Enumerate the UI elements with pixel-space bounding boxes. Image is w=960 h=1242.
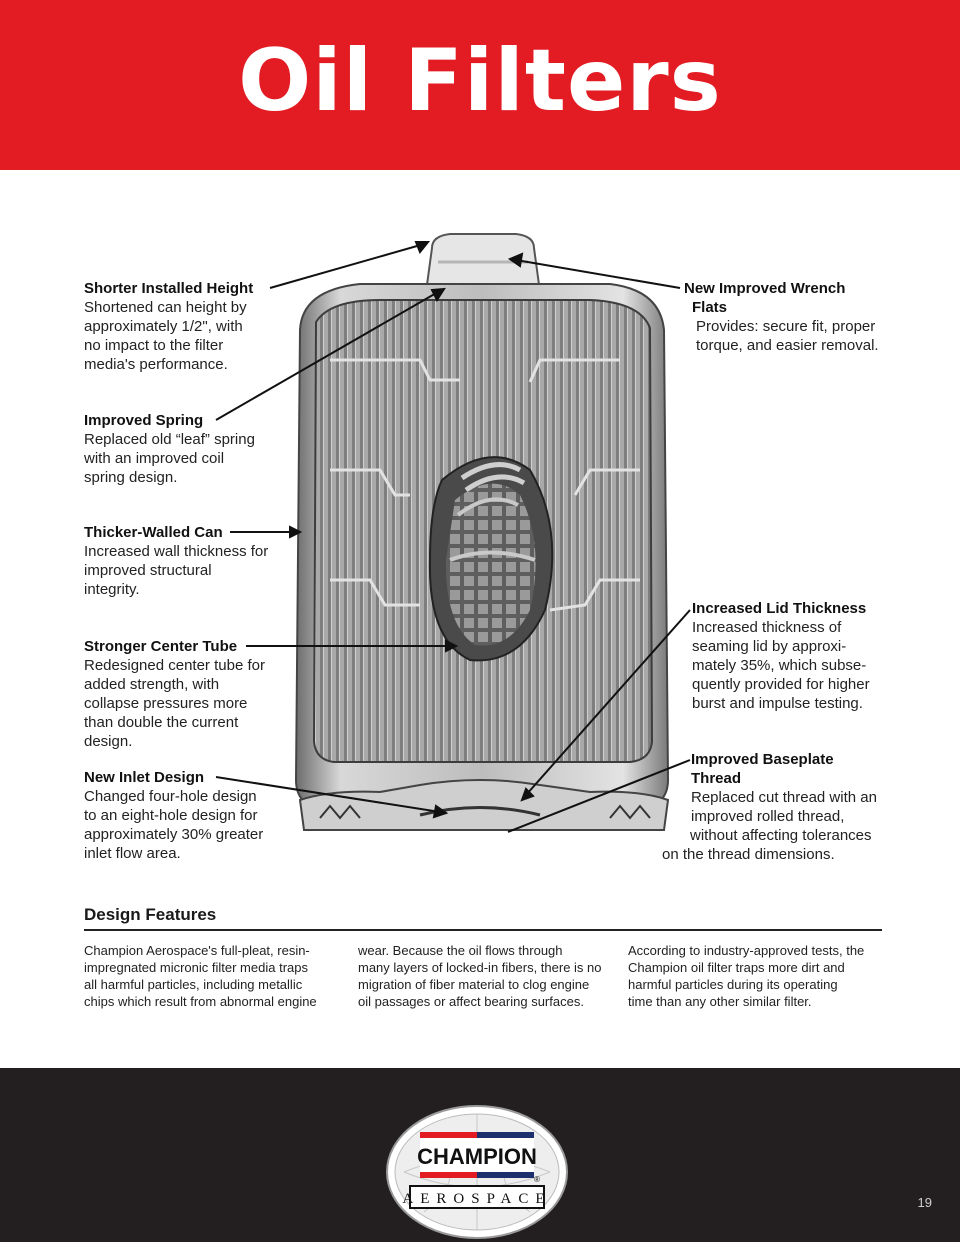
callout-desc-line: Provides: secure fit, proper — [696, 318, 876, 335]
callout-desc-line: torque, and easier removal. — [696, 337, 879, 354]
paragraph-line: Champion Aerospace's full-pleat, resin- — [84, 943, 310, 958]
paragraph-line: According to industry-approved tests, the — [628, 943, 865, 958]
logo-subtitle: AEROSPACE — [402, 1191, 552, 1207]
callout-inlet-design — [84, 768, 263, 863]
callout-desc-line: Redesigned center tube for — [84, 657, 265, 674]
callout-desc-line: approximately 30% greater — [84, 826, 264, 843]
design-features-column-1 — [84, 942, 346, 1010]
logo-wordmark: CHAMPION — [417, 1144, 537, 1169]
paragraph-line: oil passages or affect bearing surfaces. — [358, 994, 584, 1009]
callout-desc-line: approximately 1/2", with — [84, 318, 243, 335]
page-number: 19 — [917, 1195, 932, 1210]
callout-title: Increased Lid Thickness — [692, 600, 867, 617]
page-title: Oil Filters — [238, 31, 722, 131]
callout-desc-line: than double the current — [84, 714, 239, 731]
callout-desc-line: seaming lid by approxi- — [692, 638, 847, 655]
callout-desc-line: improved rolled thread, — [691, 808, 845, 825]
callout-desc-line: without affecting tolerances — [690, 827, 872, 844]
callout-lid-thickness — [692, 599, 870, 713]
callout-desc-line: quently provided for higher — [692, 676, 870, 693]
registered-mark: ® — [534, 1175, 540, 1184]
paragraph-line: Champion oil filter traps more dirt and — [628, 960, 845, 975]
callout-desc-line: Replaced old “leaf” spring — [84, 431, 255, 448]
callout-desc-line: with an improved coil — [84, 450, 225, 467]
callout-desc-line: Shortened can height by — [84, 299, 247, 316]
callout-title: New Inlet Design — [84, 769, 205, 786]
callout-title: Shorter Installed Height — [84, 280, 254, 297]
callout-baseplate-thread — [662, 750, 902, 864]
callout-desc-line: on the thread dimensions. — [662, 846, 835, 863]
callout-desc-line: improved structural — [84, 562, 212, 579]
callout-title: Improved Baseplate — [691, 751, 834, 768]
paragraph-line: wear. Because the oil flows through — [358, 943, 563, 958]
callout-desc-line: no impact to the filter — [84, 337, 224, 354]
design-features-column-2 — [358, 942, 620, 1010]
callout-desc-line: added strength, with — [84, 676, 220, 693]
paragraph-line: many layers of locked-in fibers, there is no — [358, 960, 602, 975]
footer-band — [0, 1068, 960, 1242]
callout-desc-line: Changed four-hole design — [84, 788, 257, 805]
callout-title: Stronger Center Tube — [84, 638, 238, 655]
callout-desc-line: mately 35%, which subse- — [692, 657, 867, 674]
callout-improved-spring — [84, 411, 255, 487]
callout-desc-line: Increased wall thickness for — [84, 543, 269, 560]
callout-title: Thread — [691, 770, 742, 787]
callout-title: Flats — [692, 299, 728, 316]
callout-title: New Improved Wrench — [684, 280, 846, 297]
design-features-heading: Design Features — [84, 905, 882, 931]
callout-desc-line: design. — [84, 733, 133, 750]
callout-desc-line: Increased thickness of — [692, 619, 842, 636]
callout-center-tube — [84, 637, 265, 751]
paragraph-line: harmful particles during its operating — [628, 977, 838, 992]
callout-desc-line: collapse pressures more — [84, 695, 248, 712]
paragraph-line: impregnated micronic filter media traps — [84, 960, 308, 975]
callout-desc-line: burst and impulse testing. — [692, 695, 863, 712]
callout-desc-line: to an eight-hole design for — [84, 807, 258, 824]
paragraph-line: migration of fiber material to clog engine — [358, 977, 590, 992]
callout-desc-line: media's performance. — [84, 356, 228, 373]
callout-wrench-flats — [684, 279, 879, 355]
callout-title: Improved Spring — [84, 412, 204, 429]
callout-title: Thicker-Walled Can — [84, 524, 223, 541]
champion-aerospace-logo — [384, 1102, 570, 1242]
title-banner — [0, 0, 960, 170]
callout-desc-line: integrity. — [84, 581, 140, 598]
callout-shorter-installed-height — [84, 279, 253, 374]
paragraph-line: all harmful particles, including metallic — [84, 977, 303, 992]
paragraph-line: time than any other similar filter. — [628, 994, 812, 1009]
paragraph-line: chips which result from abnormal engine — [84, 994, 317, 1009]
callout-desc-line: inlet flow area. — [84, 845, 181, 862]
callout-thicker-walled-can — [84, 523, 268, 599]
callout-desc-line: Replaced cut thread with an — [691, 789, 877, 806]
design-features-column-3 — [628, 942, 890, 1010]
callout-desc-line: spring design. — [84, 469, 178, 486]
